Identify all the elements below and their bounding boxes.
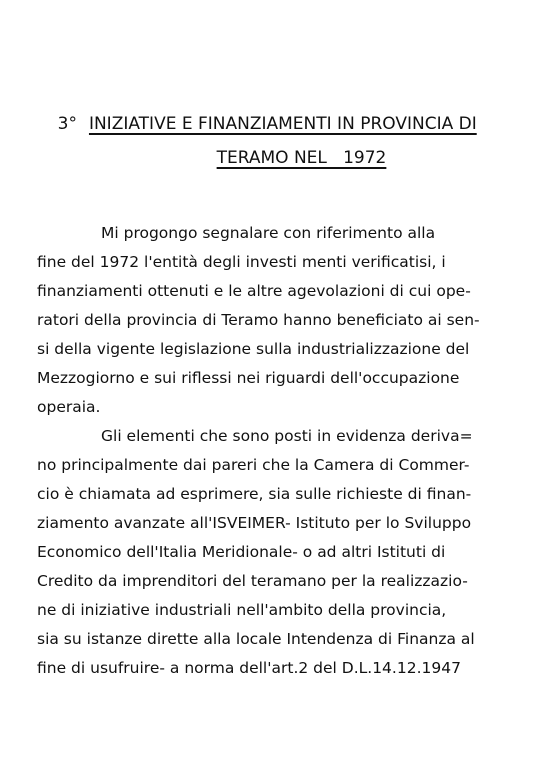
- paragraph-line: Gli elementi che sono posti in evidenza deriva=: [101, 427, 473, 445]
- paragraph-line: no principalmente dai pareri che la Camera di Commer-: [37, 456, 470, 474]
- section-heading-line-2: [195, 128, 386, 188]
- section-number: 3°: [57, 114, 77, 134]
- paragraph-line: ne di iniziative industriali nell'ambito della provincia,: [37, 601, 447, 619]
- paragraph-line: sia su istanze dirette alla locale Intendenza di Finanza al: [37, 630, 475, 648]
- section-title-part-1: INIZIATIVE E FINANZIAMENTI IN PROVINCIA DI: [88, 114, 477, 134]
- paragraph-line: ziamento avanzate all'ISVEIMER- Istituto per lo Sviluppo: [37, 514, 472, 532]
- paragraph-line: cio è chiamata ad esprimere, sia sulle richieste di finan-: [37, 485, 472, 503]
- paragraph-line: si della vigente legislazione sulla industrializzazione del: [37, 340, 470, 358]
- paragraph-line: ratori della provincia di Teramo hanno beneficiato ai sen-: [37, 311, 480, 329]
- paragraph-line: Mezzogiorno e sui riflessi nei riguardi dell'occupazione: [37, 369, 460, 387]
- paragraph-line: Economico dell'Italia Meridionale- o ad altri Istituti di: [37, 543, 446, 561]
- paragraph-line: Mi progongo segnalare con riferimento alla: [101, 224, 436, 242]
- paragraph-line: Credito da imprenditori del teramano per la realizzazio-: [37, 572, 468, 590]
- paragraph-line: fine di usufruire- a norma dell'art.2 del D.L.14.12.1947: [37, 659, 461, 677]
- paragraph-line: fine del 1972 l'entità degli investi menti verificatisi, i: [37, 253, 446, 271]
- section-title-part-2: TERAMO NEL 1972: [216, 148, 387, 168]
- paragraph-line: finanziamenti ottenuti e le altre agevolazioni di cui ope-: [37, 282, 471, 300]
- paragraph-line: operaia.: [37, 398, 101, 416]
